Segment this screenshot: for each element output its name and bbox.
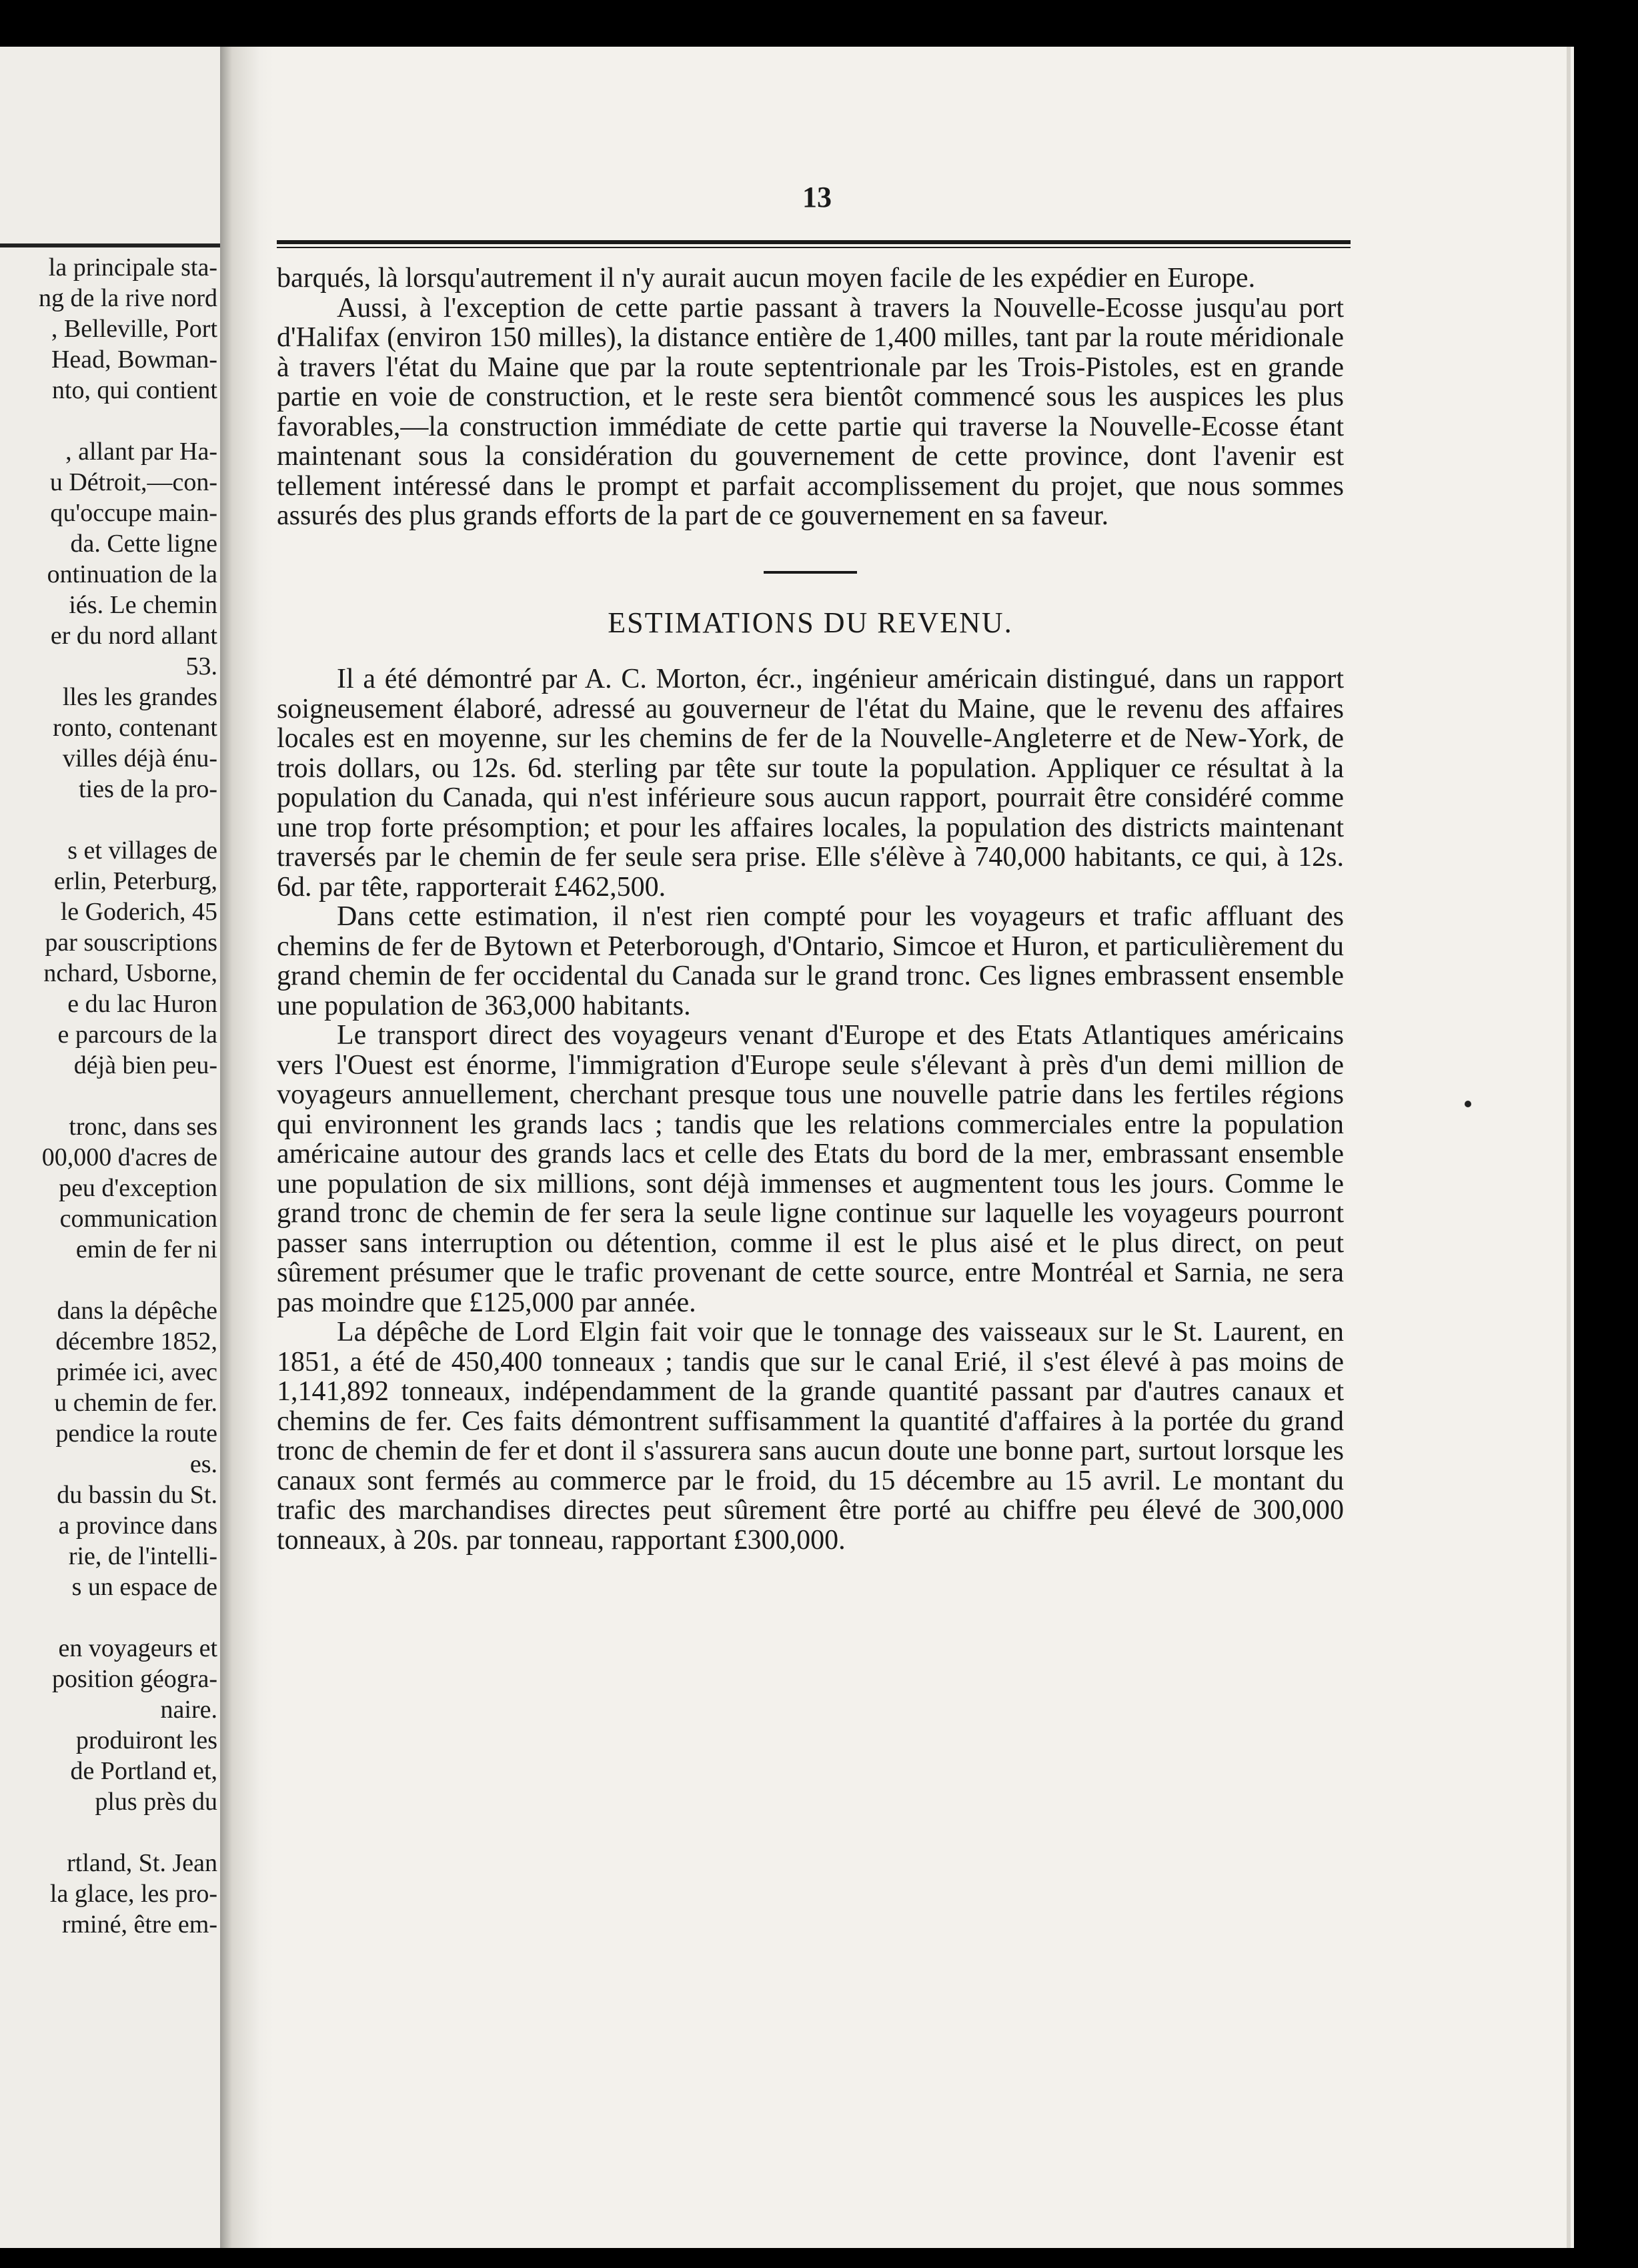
left-page-line: emin de fer ni [75,1235,217,1263]
left-page-line: nto, qui contient [51,376,217,404]
left-page-line: e parcours de la [57,1021,217,1049]
left-page-line: ronto, contenant [53,714,217,742]
left-page-line: produiront les [75,1726,217,1754]
left-page-line: ng de la rive nord [38,284,217,312]
left-page-line: 00,000 d'acres de [41,1143,217,1171]
page-body [277,263,1344,1555]
left-page-line: er du nord allant [50,622,217,650]
left-page-line: e du lac Huron [67,990,217,1018]
left-page-line: rtland, St. Jean [67,1849,217,1877]
left-page-line: erlin, Peterburg, [53,867,217,895]
left-page-line: s et villages de [67,836,217,865]
left-page-line: plus près du [95,1788,217,1816]
left-page-line: Head, Bowman- [51,346,217,374]
paragraph: Le transport direct des voyageurs venant d'Europe et des Etats Atlantiques américains vers l'Ouest est énorme, l'immigration d'Europe seule s'élevant à près d'un demi million de voyageurs annuellement, cherchant presque tous une nouvelle patrie dans les fertiles régions qui environnent les grands lacs ; tandis que les relations commerciales entre la population américaine autour des grands lacs et celle des Etats du bord de la mer, embrassant ensemble une population de six millions, sont déjà immenses et augmentent tous les jours. Comme le grand tronc de chemin de fer sera la seule ligne continue sur laquelle les voyageurs pourront passer sans interruption ou détention, comme il est le plus aisé et le plus direct, on peut sûrement présumer que le trafic provenant de cette source, entre Montréal et Sarnia, ne sera pas moindre que £125,000 par année. [277,1020,1344,1318]
left-page-line: villes déjà énu- [62,744,217,772]
right-page [263,47,1571,2248]
left-page-line: peu d'exception [59,1174,217,1202]
left-page-line: en voyageurs et [58,1634,217,1662]
left-page-line: la glace, les pro- [49,1880,217,1908]
left-page-line: position géogra- [51,1665,217,1693]
left-page-line: es. [189,1450,217,1478]
left-page-line: pendice la route [55,1420,217,1448]
left-page-line: dans la dépêche [57,1297,217,1325]
left-page-line: a province dans [58,1512,217,1540]
left-page-fragment [0,47,220,2248]
left-page-line: du bassin du St. [57,1481,217,1509]
left-page-line: nchard, Usborne, [43,959,217,987]
left-page-line: , allant par Ha- [65,438,217,466]
left-page-line: tronc, dans ses [69,1113,217,1141]
left-page-line: s un espace de [71,1573,217,1601]
left-page-line: 53. [185,652,217,680]
paragraph-continuation: barqués, là lorsqu'autrement il n'y aurait aucun moyen facile de les expédier en Europe. [277,263,1256,294]
left-page-line: par souscriptions [45,929,217,957]
paragraph: Dans cette estimation, il n'est rien compté pour les voyageurs et trafic affluant des chemins de fer de Bytown et Peterborough, d'Ontario, Simcoe et Huron, et particulièrement du grand chemin de fer occidental du Canada sur le grand tronc. Ces lignes embrassent ensemble une population de 363,000 habitants. [277,901,1344,1021]
left-page-line: déjà bien peu- [73,1051,217,1079]
left-page-line: communication [59,1205,217,1233]
left-page-line: la principale sta- [48,253,217,281]
left-page-line: de Portland et, [70,1757,217,1785]
paragraph: Il a été démontré par A. C. Morton, écr., ingénieur américain distingué, dans un rapport soigneusement élaboré, adressé au gouverneur de l'état du Maine, que le revenu des affaires locales est en moyenne, sur les chemins de fer de la Nouvelle-Angleterre et de New-York, de trois dollars, ou 12s. 6d. sterling par tête sur toute la population. Appliquer ce résultat à la population du Canada, qui n'est inférieure sous aucun rapport, pourrait être considéré comme une trop forte présomption; et pour les affaires locales, la population des districts maintenant traversés par le chemin de fer seule sera prise. Elle s'élève à 740,000 habitants, ce qui, à 12s. 6d. par tête, rapporterait £462,500. [277,664,1344,903]
section-heading: ESTIMATIONS DU REVENU. [608,606,1013,639]
left-page-line: u Détroit,—con- [49,468,217,496]
left-page-line: le Goderich, 45 [60,898,217,926]
paragraph: La dépêche de Lord Elgin fait voir que le tonnage des vaisseaux sur le St. Laurent, en 1851, a été de 450,400 tonneaux ; tandis que sur le canal Erié, il s'est élevé à pas moins de 1,141,892 tonneaux, indépendamment de la grande quantité passant par d'autres canaux et chemins de fer. Ces faits démontrent suffisamment la quantité d'affaires à la portée du grand tronc de chemin de fer et dont il s'assurera sans aucun doute une bonne part, surtout lorsque les canaux sont fermés au commerce par le froid, du 15 décembre au 15 avril. Le montant du trafic des marchandises directes peut sûrement être porté au chiffre peu élevé de 300,000 tonneaux, à 20s. par tonneau, rapportant £300,000. [277,1317,1344,1556]
ink-speck [1465,1101,1471,1107]
left-page-line: qu'occupe main- [50,499,217,527]
page-edge [1567,47,1571,2248]
paragraph: Aussi, à l'exception de cette partie passant à travers la Nouvelle-Ecosse jusqu'au port d'Halifax (environ 150 milles), la distance entière de 1,400 milles, tant par la route méridionale à travers l'état du Maine que par la route septentrionale par les Trois-Pistoles, est en grande partie en voie de construction, et le reste sera bientôt commencé sous les auspices les plus favorables,—la construction immédiate de cette partie qui traverse la Nouvelle-Ecosse étant maintenant sous la considération du gouvernement de cette province, dont l'avenir est tellement intéressé dans le prompt et parfait accomplissement du projet, que nous sommes assurés des plus grands efforts de la part de ce gouvernement en sa faveur. [277,292,1344,531]
left-page-line: iés. Le chemin [69,591,217,619]
left-page-line: décembre 1852, [55,1327,217,1355]
header-rule [277,240,1351,248]
book-spread [0,47,1574,2248]
left-page-line: , Belleville, Port [51,315,217,343]
left-page-rule [0,243,220,247]
section-divider [764,571,857,574]
left-page-line: naire. [160,1696,217,1724]
left-page-line: ontinuation de la [47,560,217,588]
left-page-line: u chemin de fer. [54,1389,217,1417]
left-page-line: rminé, être em- [61,1910,217,1938]
left-page-line: ties de la pro- [79,775,217,803]
left-page-line: rie, de l'intelli- [68,1542,217,1570]
left-page-line: lles les grandes [62,683,217,711]
left-page-line: primée ici, avec [56,1358,217,1386]
left-page-line: da. Cette ligne [70,530,217,558]
page-number: 13 [802,181,832,213]
